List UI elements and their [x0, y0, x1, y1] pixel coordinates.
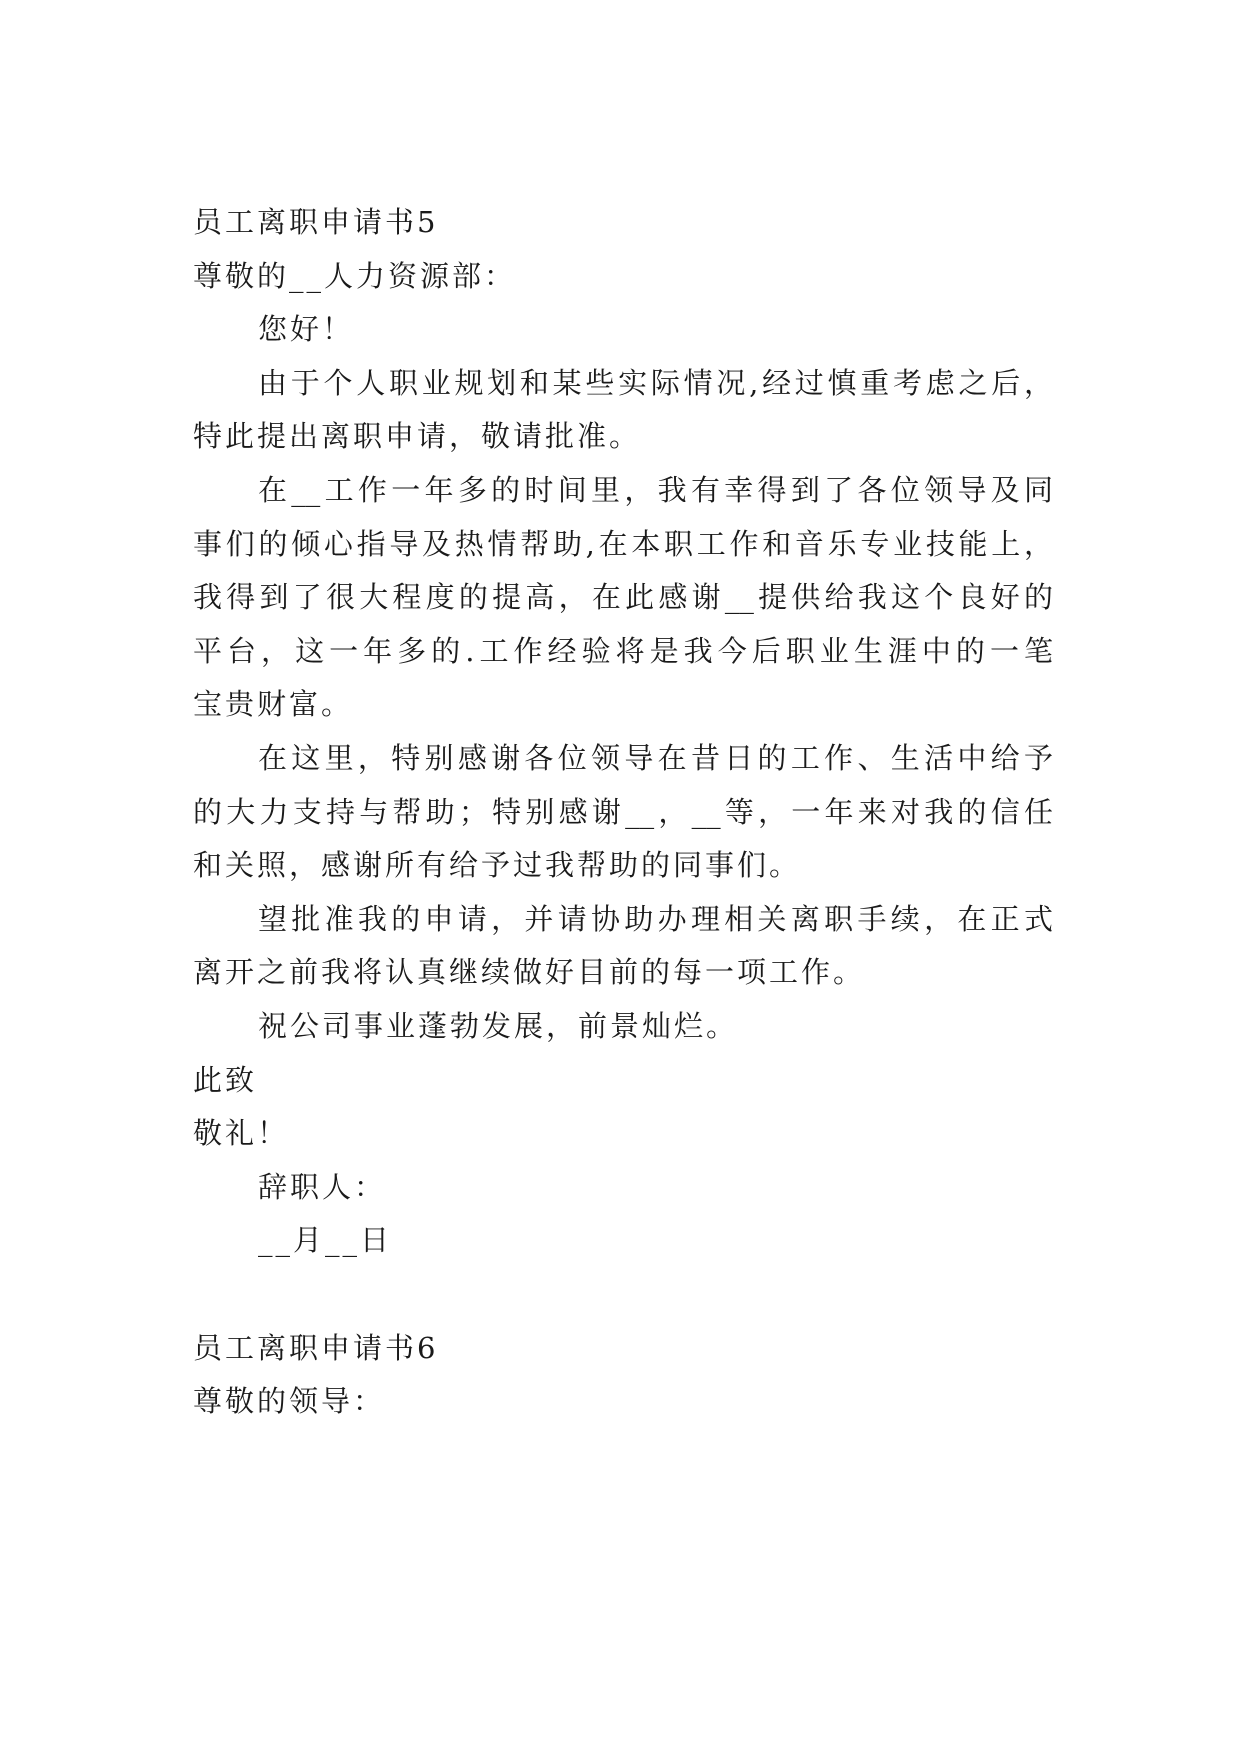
letter5-para1-line2: 特此提出离职申请，敬请批准。 — [193, 419, 642, 453]
letter5-para3-line1: 在这里，特别感谢各位领导在昔日的工作、生活中给予 — [258, 741, 1053, 775]
letter5-para2-line2: 事们的倾心指导及热情帮助,在本职工作和音乐专业技能上， — [193, 527, 1053, 561]
letter5-closing-1: 此致 — [193, 1063, 258, 1097]
letter5-salutation: 尊敬的__人力资源部： — [193, 259, 517, 293]
letter5-para4-line1: 望批准我的申请，并请协助办理相关离职手续，在正式 — [258, 902, 1053, 936]
letter5-para1-line1: 由于个人职业规划和某些实际情况,经过慎重考虑之后， — [258, 366, 1053, 400]
letter5-para2-line5: 宝贵财富。 — [193, 687, 354, 721]
letter6-salutation: 尊敬的领导： — [193, 1384, 386, 1418]
letter5-greeting: 您好！ — [258, 312, 355, 346]
letter5-para3-line2: 的大力支持与帮助；特别感谢__，__等，一年来对我的信任 — [193, 795, 1053, 829]
letter5-para4-line2: 离开之前我将认真继续做好目前的每一项工作。 — [193, 955, 866, 989]
letter5-para2-line1: 在__工作一年多的时间里，我有幸得到了各位领导及同 — [258, 473, 1053, 507]
letter5-para2-line4: 平台，这一年多的.工作经验将是我今后职业生涯中的一笔 — [193, 634, 1053, 668]
letter5-title: 员工离职申请书5 — [193, 205, 439, 239]
letter5-date: __月__日 — [258, 1223, 393, 1257]
letter5-signer: 辞职人： — [258, 1170, 387, 1204]
letter6-title: 员工离职申请书6 — [193, 1331, 439, 1365]
letter5-para3-line3: 和关照，感谢所有给予过我帮助的同事们。 — [193, 848, 802, 882]
letter5-para2-line3: 我得到了很大程度的提高，在此感谢__提供给我这个良好的 — [193, 580, 1053, 614]
letter5-para5: 祝公司事业蓬勃发展，前景灿烂。 — [258, 1009, 739, 1043]
letter5-closing-2: 敬礼！ — [193, 1116, 290, 1150]
